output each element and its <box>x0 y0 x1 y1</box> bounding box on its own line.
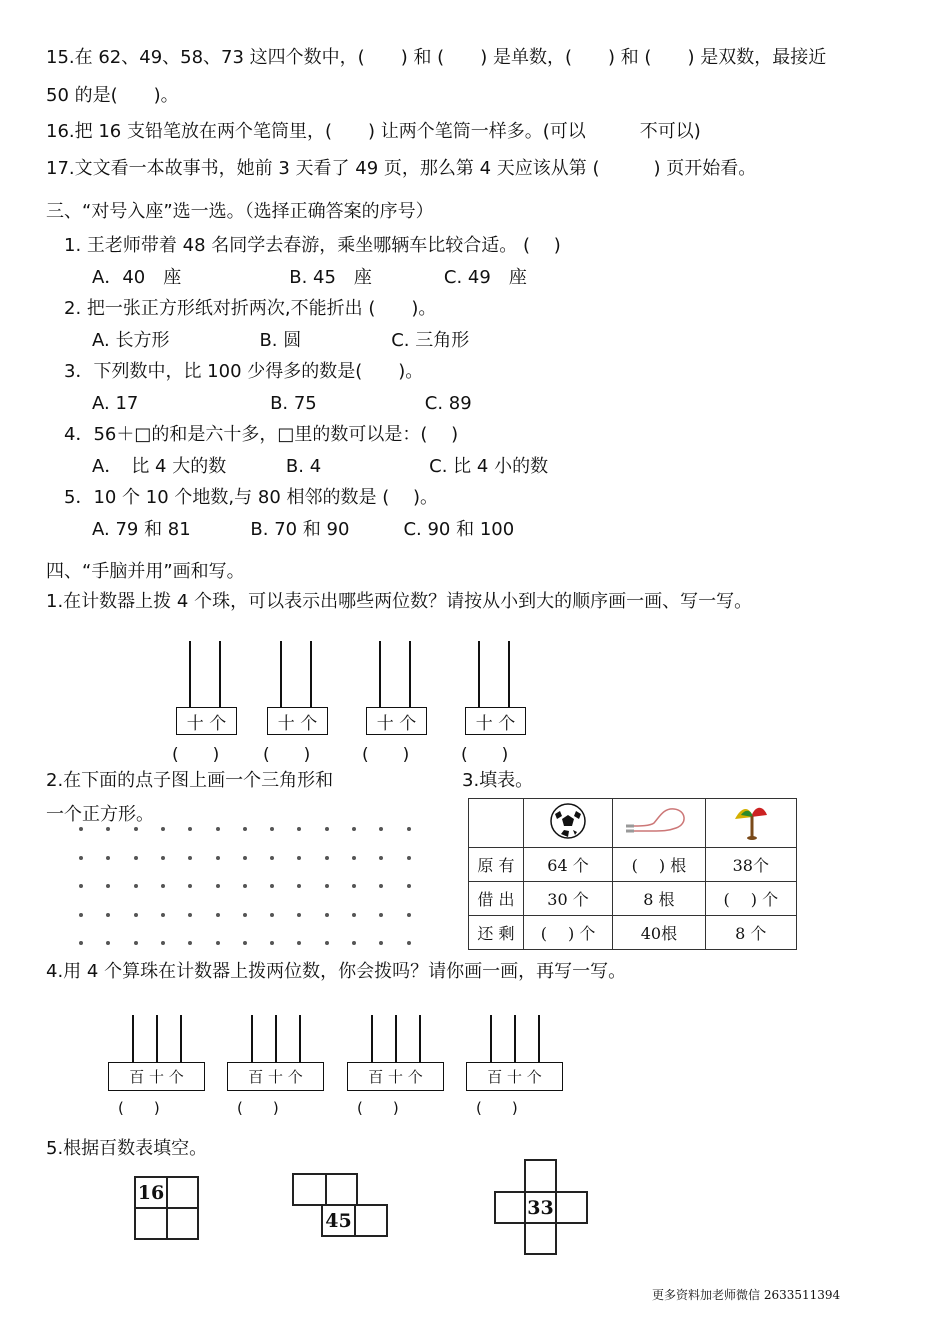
table-cell: 38个 <box>705 848 796 882</box>
grid-dot <box>243 827 247 831</box>
chart-cell[interactable] <box>555 1191 588 1224</box>
chart-cell[interactable] <box>354 1204 388 1237</box>
abacus-rod <box>280 641 282 708</box>
soccer-ball-icon <box>523 799 612 848</box>
grid-dot <box>352 941 356 945</box>
grid-dot <box>270 827 274 831</box>
answer-blank[interactable]: ( ) <box>357 1099 399 1117</box>
chart-cell[interactable] <box>524 1159 557 1193</box>
grid-dot <box>188 827 192 831</box>
grid-dot <box>243 884 247 888</box>
text-line: 50 的是( )。 <box>46 85 179 106</box>
text-line: 2.在下面的点子图上画一个三角形和 <box>46 770 334 791</box>
text-line: A. 长方形 B. 圆 C. 三角形 <box>92 330 470 351</box>
abacus-rod <box>419 1015 421 1063</box>
grid-dot <box>106 827 110 831</box>
grid-dot <box>270 913 274 917</box>
chart-cell[interactable] <box>494 1191 526 1224</box>
answer-blank[interactable]: ( ) <box>263 745 311 765</box>
abacus-rod <box>478 641 480 708</box>
grid-dot <box>216 913 220 917</box>
abacus-rod <box>379 641 381 708</box>
shuttlecock-icon <box>705 799 796 848</box>
grid-dot <box>297 913 301 917</box>
grid-dot <box>297 856 301 860</box>
text-line: 1. 王老师带着 48 名同学去春游，乘坐哪辆车比较合适。 ( ) <box>64 235 561 256</box>
grid-dot <box>352 884 356 888</box>
answer-blank[interactable]: ( ) <box>461 745 509 765</box>
text-line: A．40 座 B. 45 座 C. 49 座 <box>92 267 527 288</box>
grid-dot <box>79 884 83 888</box>
grid-dot <box>106 884 110 888</box>
grid-dot <box>297 941 301 945</box>
abacus-rod <box>514 1015 516 1063</box>
abacus-rod <box>132 1015 134 1063</box>
table-cell: 40根 <box>613 916 705 950</box>
grid-dot <box>188 856 192 860</box>
grid-dot <box>161 913 165 917</box>
table-row-header: 还 剩 <box>469 916 524 950</box>
chart-cell[interactable] <box>134 1207 168 1240</box>
table-row-header: 借 出 <box>469 882 524 916</box>
table-cell: 8 根 <box>613 882 705 916</box>
abacus-rod <box>395 1015 397 1063</box>
jump-rope-icon <box>613 799 705 848</box>
grid-dot <box>79 827 83 831</box>
grid-dot <box>243 856 247 860</box>
grid-dot <box>79 913 83 917</box>
abacus-rod <box>275 1015 277 1063</box>
text-line: 三、“对号入座”选一选。（选择正确答案的序号） <box>46 201 434 222</box>
grid-dot <box>352 913 356 917</box>
grid-dot <box>216 827 220 831</box>
grid-dot <box>79 856 83 860</box>
grid-dot <box>188 884 192 888</box>
abacus-rod <box>299 1015 301 1063</box>
table-cell: 8 个 <box>705 916 796 950</box>
chart-cell[interactable] <box>166 1207 199 1240</box>
abacus-label-box: 百 十 个 <box>466 1062 563 1091</box>
text-line: 2. 把一张正方形纸对折两次,不能折出 ( )。 <box>64 298 437 319</box>
grid-dot <box>188 941 192 945</box>
grid-dot <box>270 941 274 945</box>
grid-dot <box>407 856 411 860</box>
grid-dot <box>379 827 383 831</box>
grid-dot <box>407 913 411 917</box>
table-cell[interactable]: ( ) 个 <box>705 882 796 916</box>
text-line: 3．下列数中，比 100 少得多的数是( )。 <box>64 361 424 382</box>
abacus-rod <box>538 1015 540 1063</box>
grid-dot <box>134 856 138 860</box>
text-line: 16.把 16 支铅笔放在两个笔筒里，( ) 让两个笔筒一样多。(可以 不可以) <box>46 121 701 142</box>
grid-dot <box>161 941 165 945</box>
table-row-header: 原 有 <box>469 848 524 882</box>
text-line: 一个正方形。 <box>46 804 154 825</box>
chart-cell: 33 <box>524 1191 557 1224</box>
grid-dot <box>270 856 274 860</box>
abacus-label-box: 十 个 <box>465 707 526 735</box>
grid-dot <box>407 884 411 888</box>
abacus-label-box: 十 个 <box>366 707 427 735</box>
grid-dot <box>161 884 165 888</box>
grid-dot <box>243 941 247 945</box>
table-cell: 30 个 <box>523 882 612 916</box>
text-line: 1.在计数器上拨 4 个珠，可以表示出哪些两位数？请按从小到大的顺序画一画、写一写。 <box>46 591 753 612</box>
table-cell[interactable]: ( ) 根 <box>613 848 705 882</box>
text-line: 4.用 4 个算珠在计数器上拨两位数，你会拨吗？请你画一画，再写一写。 <box>46 961 627 982</box>
grid-dot <box>325 827 329 831</box>
answer-blank[interactable]: ( ) <box>237 1099 279 1117</box>
grid-dot <box>407 941 411 945</box>
chart-cell: 16 <box>134 1176 168 1209</box>
text-line: A. 17 B. 75 C. 89 <box>92 393 472 414</box>
grid-dot <box>79 941 83 945</box>
grid-dot <box>134 941 138 945</box>
answer-blank[interactable]: ( ) <box>362 745 410 765</box>
grid-dot <box>161 827 165 831</box>
grid-dot <box>352 827 356 831</box>
text-line: 5.根据百数表填空。 <box>46 1138 208 1159</box>
grid-dot <box>325 884 329 888</box>
grid-dot <box>297 827 301 831</box>
abacus-rod <box>310 641 312 708</box>
grid-dot <box>216 884 220 888</box>
abacus-rod <box>371 1015 373 1063</box>
text-line: 15.在 62、49、58、73 这四个数中，( ) 和 ( ) 是单数，( ) 和 ( ) 是双数，最接近 <box>46 47 827 68</box>
table-corner-cell <box>469 799 524 848</box>
grid-dot <box>379 941 383 945</box>
abacus-label-box: 十 个 <box>176 707 237 735</box>
grid-dot <box>243 913 247 917</box>
grid-dot <box>134 884 138 888</box>
text-line: A. 79 和 81 B. 70 和 90 C. 90 和 100 <box>92 519 515 540</box>
abacus-label-box: 百 十 个 <box>227 1062 324 1091</box>
grid-dot <box>325 856 329 860</box>
grid-dot <box>134 827 138 831</box>
abacus-rod <box>251 1015 253 1063</box>
grid-dot <box>270 884 274 888</box>
grid-dot <box>379 856 383 860</box>
table-cell[interactable]: ( ) 个 <box>523 916 612 950</box>
grid-dot <box>134 913 138 917</box>
grid-dot <box>352 856 356 860</box>
abacus-rod <box>189 641 191 708</box>
abacus-rod <box>409 641 411 708</box>
abacus-rod <box>156 1015 158 1063</box>
text-line: 4．56＋□的和是六十多，□里的数可以是：( ) <box>64 424 459 445</box>
grid-dot <box>379 884 383 888</box>
grid-dot <box>188 913 192 917</box>
grid-dot <box>407 827 411 831</box>
text-line: A． 比 4 大的数 B. 4 C. 比 4 小的数 <box>92 456 549 477</box>
text-line: 17.文文看一本故事书，她前 3 天看了 49 页，那么第 4 天应该从第 ( ) 页开始看。 <box>46 158 757 179</box>
chart-cell[interactable] <box>292 1173 327 1206</box>
grid-dot <box>106 856 110 860</box>
fill-table <box>468 798 797 950</box>
answer-blank[interactable]: ( ) <box>172 745 220 765</box>
chart-cell: 45 <box>321 1204 356 1237</box>
abacus-rod <box>180 1015 182 1063</box>
text-line: 四、“手脑并用”画和写。 <box>46 561 245 582</box>
chart-cell[interactable] <box>524 1222 557 1255</box>
grid-dot <box>297 884 301 888</box>
grid-dot <box>216 941 220 945</box>
grid-dot <box>379 913 383 917</box>
grid-dot <box>325 941 329 945</box>
answer-blank[interactable]: ( ) <box>118 1099 160 1117</box>
grid-dot <box>106 913 110 917</box>
footer-note: 更多资料加老师微信 2633511394 <box>652 1288 841 1302</box>
table-cell: 64 个 <box>523 848 612 882</box>
text-line: 3.填表。 <box>462 770 534 791</box>
text-line: 5．10 个 10 个地数,与 80 相邻的数是 ( )。 <box>64 487 438 508</box>
abacus-rod <box>508 641 510 708</box>
grid-dot <box>216 856 220 860</box>
grid-dot <box>325 913 329 917</box>
chart-cell[interactable] <box>325 1173 358 1206</box>
abacus-rod <box>490 1015 492 1063</box>
chart-cell[interactable] <box>166 1176 199 1209</box>
abacus-label-box: 百 十 个 <box>347 1062 444 1091</box>
grid-dot <box>106 941 110 945</box>
grid-dot <box>161 856 165 860</box>
abacus-label-box: 百 十 个 <box>108 1062 205 1091</box>
answer-blank[interactable]: ( ) <box>476 1099 518 1117</box>
abacus-rod <box>219 641 221 708</box>
abacus-label-box: 十 个 <box>267 707 328 735</box>
